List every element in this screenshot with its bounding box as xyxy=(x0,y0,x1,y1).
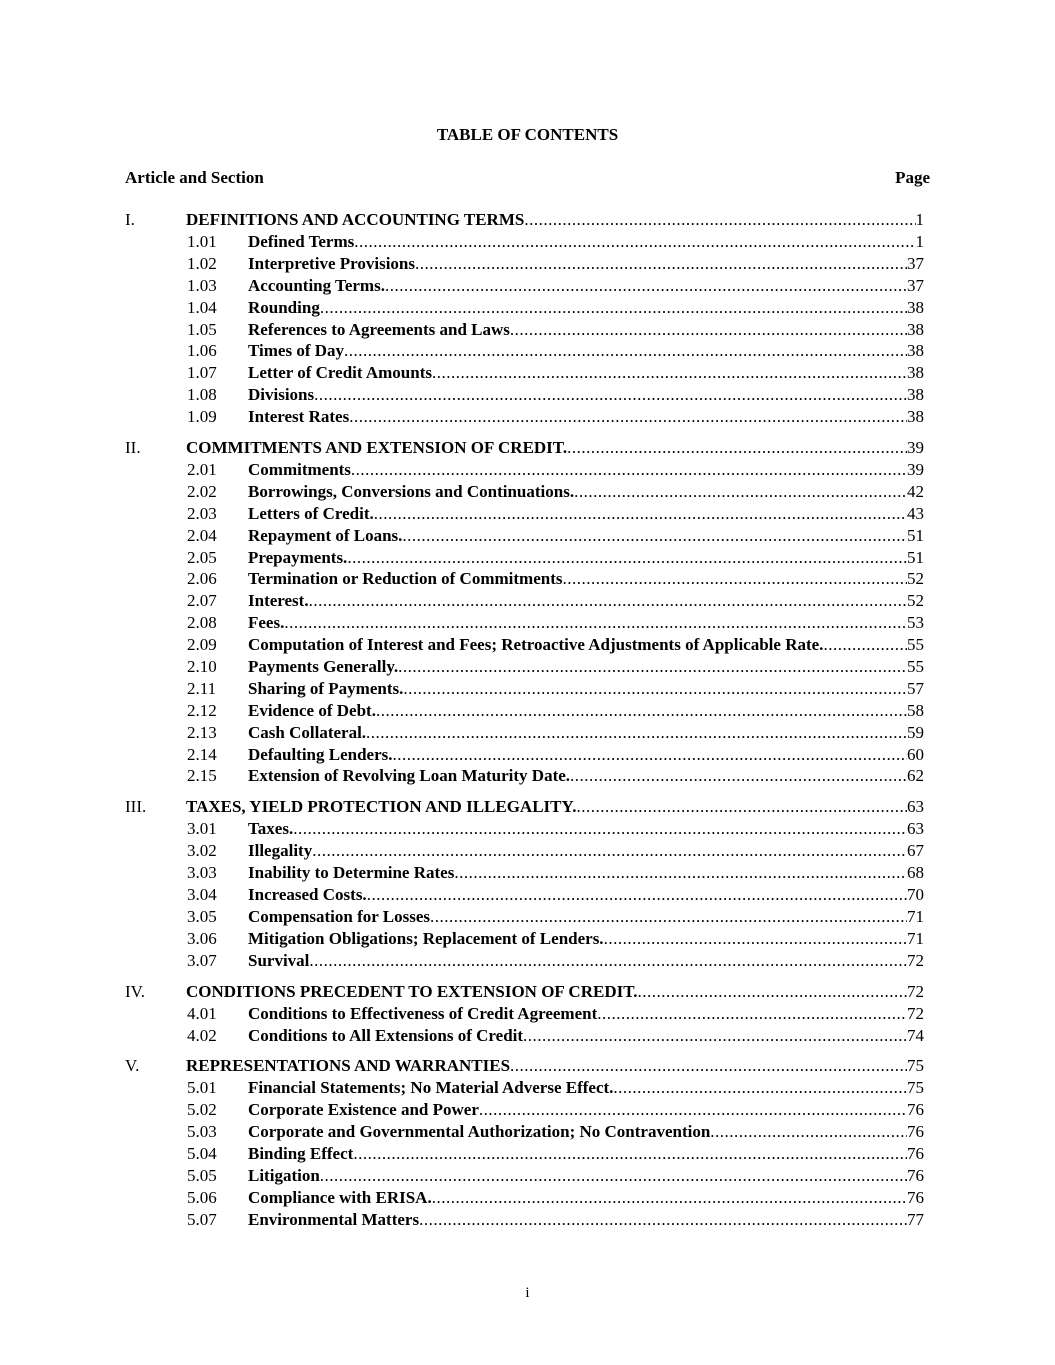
article-title: DEFINITIONS AND ACCOUNTING TERMS xyxy=(186,210,525,229)
section-number: 5.02 xyxy=(187,1100,217,1120)
article-number: I. xyxy=(125,210,135,229)
section-title: Repayment of Loans. xyxy=(248,525,403,545)
article-title: CONDITIONS PRECEDENT TO EXTENSION OF CREDIT. xyxy=(186,981,638,1001)
toc-section-row[interactable] xyxy=(0,1003,1055,1025)
toc-article xyxy=(0,981,1055,1047)
toc-article-row[interactable] xyxy=(0,796,1055,818)
dot-leader xyxy=(402,525,907,547)
dot-leader xyxy=(385,275,907,297)
section-page: 37 xyxy=(907,275,924,295)
section-page: 38 xyxy=(907,385,924,405)
section-title: Interest. xyxy=(248,591,309,611)
section-number: 5.05 xyxy=(187,1165,217,1185)
section-title: Corporate Existence and Power xyxy=(248,1100,479,1120)
section-page: 77 xyxy=(907,1209,924,1229)
toc-section-row[interactable] xyxy=(0,1143,1055,1165)
section-title: Survival xyxy=(248,950,310,970)
toc-section-row[interactable] xyxy=(0,340,1055,362)
dot-leader xyxy=(604,928,907,950)
toc-article xyxy=(0,209,1055,428)
section-title: Binding Effect xyxy=(248,1144,354,1164)
dot-leader xyxy=(309,950,907,972)
section-title: Times of Day xyxy=(248,341,345,361)
dot-leader xyxy=(710,1121,907,1143)
dot-leader xyxy=(574,481,907,503)
section-title: Termination or Reduction of Commitments xyxy=(248,569,563,589)
toc-section-row[interactable] xyxy=(0,1187,1055,1209)
section-number: 1.06 xyxy=(187,341,217,361)
toc-section-row[interactable] xyxy=(0,362,1055,384)
dot-leader xyxy=(353,1143,907,1165)
section-page: 39 xyxy=(907,460,924,480)
section-title: Payments Generally. xyxy=(248,657,399,677)
section-number: 4.01 xyxy=(187,1003,217,1023)
dot-leader xyxy=(510,1055,907,1077)
section-number: 1.03 xyxy=(187,275,217,295)
dot-leader xyxy=(293,818,907,840)
section-number: 3.07 xyxy=(187,950,217,970)
toc-section-row[interactable] xyxy=(0,634,1055,656)
dot-leader xyxy=(314,384,907,406)
page-number: i xyxy=(525,1285,530,1301)
toc-section-row[interactable] xyxy=(0,568,1055,590)
section-number: 4.02 xyxy=(187,1025,217,1045)
section-title: Prepayments. xyxy=(248,547,348,567)
section-page: 63 xyxy=(907,819,924,839)
section-page: 68 xyxy=(907,863,924,883)
section-number: 5.07 xyxy=(187,1209,217,1229)
column-header-article-section: Article and Section xyxy=(125,168,264,187)
dot-leader xyxy=(510,319,907,341)
section-number: 3.02 xyxy=(187,841,217,861)
dot-leader xyxy=(349,406,907,428)
dot-leader xyxy=(415,253,907,275)
section-page: 58 xyxy=(907,700,924,720)
toc-article xyxy=(0,437,1055,787)
dot-leader xyxy=(312,840,907,862)
section-number: 3.04 xyxy=(187,885,217,905)
section-page: 76 xyxy=(907,1122,924,1142)
section-number: 3.03 xyxy=(187,863,217,883)
section-number: 2.14 xyxy=(187,744,217,764)
section-number: 1.07 xyxy=(187,363,217,383)
page-title: TABLE OF CONTENTS xyxy=(436,125,619,144)
section-number: 5.03 xyxy=(187,1122,217,1142)
section-page: 60 xyxy=(907,744,924,764)
section-number: 5.01 xyxy=(187,1078,217,1098)
section-number: 1.02 xyxy=(187,253,217,273)
toc-section-row[interactable] xyxy=(0,231,1055,253)
toc-section-row[interactable] xyxy=(0,1099,1055,1121)
section-title: Borrowings, Conversions and Continuations. xyxy=(248,481,575,501)
section-page: 1 xyxy=(915,232,924,251)
article-title: REPRESENTATIONS AND WARRANTIES xyxy=(186,1056,511,1076)
section-title: Extension of Revolving Loan Maturity Date. xyxy=(248,766,571,786)
section-title: Litigation xyxy=(248,1165,320,1185)
section-title: References to Agreements and Laws xyxy=(248,319,510,339)
section-title: Increased Costs. xyxy=(248,885,367,905)
section-title: Taxes. xyxy=(248,819,294,839)
section-number: 2.12 xyxy=(187,700,217,720)
section-page: 51 xyxy=(907,547,924,567)
dot-leader xyxy=(479,1099,907,1121)
section-title: Cash Collateral. xyxy=(248,722,367,742)
dot-leader xyxy=(562,568,907,590)
section-title: Commitments xyxy=(248,460,351,480)
toc-section-row[interactable] xyxy=(0,275,1055,297)
toc-section-row[interactable] xyxy=(0,1165,1055,1187)
section-number: 1.08 xyxy=(187,385,217,405)
toc-article xyxy=(0,1055,1055,1230)
section-title: Letters of Credit. xyxy=(248,503,374,523)
dot-leader xyxy=(347,547,907,569)
dot-leader xyxy=(376,700,907,722)
section-page: 38 xyxy=(907,319,924,339)
toc-section-row[interactable] xyxy=(0,253,1055,275)
section-page: 74 xyxy=(907,1025,924,1045)
toc-section-row[interactable] xyxy=(0,862,1055,884)
section-page: 55 xyxy=(907,657,924,677)
section-page: 76 xyxy=(907,1100,924,1120)
section-page: 72 xyxy=(907,950,924,970)
dot-leader xyxy=(374,503,907,525)
dot-leader xyxy=(432,1187,907,1209)
section-number: 3.05 xyxy=(187,906,217,926)
toc-article-row[interactable] xyxy=(0,981,1055,1003)
section-title: Sharing of Payments. xyxy=(248,678,404,698)
section-number: 2.03 xyxy=(187,503,217,523)
section-number: 3.01 xyxy=(187,819,217,839)
dot-leader xyxy=(576,796,907,818)
toc-section-row[interactable] xyxy=(0,612,1055,634)
section-page: 76 xyxy=(907,1144,924,1164)
dot-leader xyxy=(524,209,915,231)
toc-section-row[interactable] xyxy=(0,906,1055,928)
dot-leader xyxy=(454,862,907,884)
article-number: II. xyxy=(125,438,141,458)
section-number: 1.04 xyxy=(187,297,217,317)
section-title: Interpretive Provisions xyxy=(248,253,415,273)
section-page: 51 xyxy=(907,525,924,545)
section-number: 1.01 xyxy=(187,232,217,251)
section-page: 38 xyxy=(907,363,924,383)
section-page: 71 xyxy=(907,928,924,948)
section-title: Fees. xyxy=(248,613,285,633)
dot-leader xyxy=(309,590,907,612)
section-number: 2.05 xyxy=(187,547,217,567)
section-number: 2.08 xyxy=(187,613,217,633)
section-number: 3.06 xyxy=(187,928,217,948)
toc-section-row[interactable] xyxy=(0,525,1055,547)
dot-leader xyxy=(523,1025,907,1047)
toc-article xyxy=(0,796,1055,971)
toc-section-row[interactable] xyxy=(0,1209,1055,1231)
table-of-contents xyxy=(0,209,1055,1240)
toc-section-row[interactable] xyxy=(0,950,1055,972)
section-page: 38 xyxy=(907,407,924,427)
dot-leader xyxy=(393,744,908,766)
section-number: 2.01 xyxy=(187,460,217,480)
section-title: Accounting Terms. xyxy=(248,275,385,295)
toc-section-row[interactable] xyxy=(0,319,1055,341)
section-title: Evidence of Debt. xyxy=(248,700,376,720)
dot-leader xyxy=(344,340,907,362)
section-page: 38 xyxy=(907,341,924,361)
toc-article-row[interactable] xyxy=(0,1055,1055,1077)
toc-section-row[interactable] xyxy=(0,547,1055,569)
section-page: 71 xyxy=(907,906,924,926)
toc-section-row[interactable] xyxy=(0,481,1055,503)
section-page: 43 xyxy=(907,503,924,523)
section-page: 59 xyxy=(907,722,924,742)
section-title: Environmental Matters xyxy=(248,1209,420,1229)
dot-leader xyxy=(367,884,907,906)
dot-leader xyxy=(284,612,907,634)
article-page: 1 xyxy=(915,210,924,229)
dot-leader xyxy=(320,297,907,319)
section-title: Illegality xyxy=(248,841,313,861)
article-page: 63 xyxy=(907,797,924,817)
dot-leader xyxy=(398,656,907,678)
toc-section-row[interactable] xyxy=(0,384,1055,406)
section-title: Letter of Credit Amounts xyxy=(248,363,432,383)
dot-leader xyxy=(403,678,907,700)
section-page: 53 xyxy=(907,613,924,633)
toc-section-row[interactable] xyxy=(0,928,1055,950)
toc-article-row[interactable] xyxy=(0,437,1055,459)
section-title: Computation of Interest and Fees; Retroactive Adjustments of Applicable Rate. xyxy=(248,635,824,655)
section-title: Compliance with ERISA. xyxy=(248,1187,432,1207)
dot-leader xyxy=(430,906,907,928)
article-page: 75 xyxy=(907,1056,924,1076)
dot-leader xyxy=(366,722,907,744)
section-page: 70 xyxy=(907,885,924,905)
section-number: 2.09 xyxy=(187,635,217,655)
toc-section-row[interactable] xyxy=(0,406,1055,428)
toc-section-row[interactable] xyxy=(0,459,1055,481)
dot-leader xyxy=(638,981,907,1003)
section-number: 5.06 xyxy=(187,1187,217,1207)
toc-section-row[interactable] xyxy=(0,678,1055,700)
section-title: Divisions xyxy=(248,385,315,405)
section-title: Financial Statements; No Material Adverse Effect. xyxy=(248,1078,614,1098)
section-title: Inability to Determine Rates xyxy=(248,863,455,883)
toc-section-row[interactable] xyxy=(0,590,1055,612)
section-number: 2.06 xyxy=(187,569,217,589)
section-page: 52 xyxy=(907,569,924,589)
toc-section-row[interactable] xyxy=(0,1025,1055,1047)
section-page: 38 xyxy=(907,297,924,317)
toc-section-row[interactable] xyxy=(0,1077,1055,1099)
toc-section-row[interactable] xyxy=(0,656,1055,678)
dot-leader xyxy=(613,1077,907,1099)
dot-leader xyxy=(823,634,907,656)
article-number: IV. xyxy=(125,981,145,1001)
toc-section-row[interactable] xyxy=(0,297,1055,319)
section-page: 57 xyxy=(907,678,924,698)
dot-leader xyxy=(597,1003,907,1025)
dot-leader xyxy=(354,231,915,253)
section-number: 2.15 xyxy=(187,766,217,786)
section-page: 42 xyxy=(907,481,924,501)
toc-section-row[interactable] xyxy=(0,503,1055,525)
section-title: Rounding xyxy=(248,297,320,317)
section-page: 75 xyxy=(907,1078,924,1098)
article-number: V. xyxy=(125,1056,140,1076)
toc-section-row[interactable] xyxy=(0,722,1055,744)
toc-section-row[interactable] xyxy=(0,1121,1055,1143)
section-title: Mitigation Obligations; Replacement of Lenders. xyxy=(248,928,604,948)
section-title: Corporate and Governmental Authorization; No Contravention xyxy=(248,1122,711,1142)
section-page: 67 xyxy=(907,841,924,861)
section-page: 76 xyxy=(907,1187,924,1207)
toc-section-row[interactable] xyxy=(0,765,1055,787)
section-number: 1.09 xyxy=(187,407,217,427)
dot-leader xyxy=(320,1165,907,1187)
section-number: 2.02 xyxy=(187,481,217,501)
section-title: Interest Rates xyxy=(248,407,350,427)
article-page: 39 xyxy=(907,438,924,458)
dot-leader xyxy=(432,362,907,384)
toc-section-row[interactable] xyxy=(0,840,1055,862)
article-page: 72 xyxy=(907,981,924,1001)
toc-article-row[interactable] xyxy=(0,209,1055,231)
toc-section-row[interactable] xyxy=(0,700,1055,722)
dot-leader xyxy=(567,437,907,459)
section-number: 2.07 xyxy=(187,591,217,611)
toc-section-row[interactable] xyxy=(0,744,1055,766)
article-title: COMMITMENTS AND EXTENSION OF CREDIT. xyxy=(186,438,568,458)
section-page: 72 xyxy=(907,1003,924,1023)
section-page: 62 xyxy=(907,766,924,786)
section-number: 2.13 xyxy=(187,722,217,742)
section-page: 37 xyxy=(907,253,924,273)
section-title: Conditions to All Extensions of Credit xyxy=(248,1025,524,1045)
article-number: III. xyxy=(125,797,147,817)
section-number: 2.11 xyxy=(187,678,217,698)
section-number: 1.05 xyxy=(187,319,217,339)
section-number: 5.04 xyxy=(187,1144,217,1164)
dot-leader xyxy=(419,1209,907,1231)
dot-leader xyxy=(351,459,907,481)
section-page: 55 xyxy=(907,635,924,655)
section-title: Conditions to Effectiveness of Credit Agreement xyxy=(248,1003,598,1023)
section-title: Defined Terms xyxy=(248,232,355,251)
section-title: Defaulting Lenders. xyxy=(248,744,393,764)
section-title: Compensation for Losses xyxy=(248,906,430,926)
section-page: 76 xyxy=(907,1165,924,1185)
column-header-page: Page xyxy=(895,168,930,187)
dot-leader xyxy=(570,765,907,787)
section-number: 2.10 xyxy=(187,657,217,677)
section-number: 2.04 xyxy=(187,525,217,545)
article-title: TAXES, YIELD PROTECTION AND ILLEGALITY. xyxy=(186,797,577,817)
section-page: 52 xyxy=(907,591,924,611)
toc-section-row[interactable] xyxy=(0,818,1055,840)
toc-section-row[interactable] xyxy=(0,884,1055,906)
